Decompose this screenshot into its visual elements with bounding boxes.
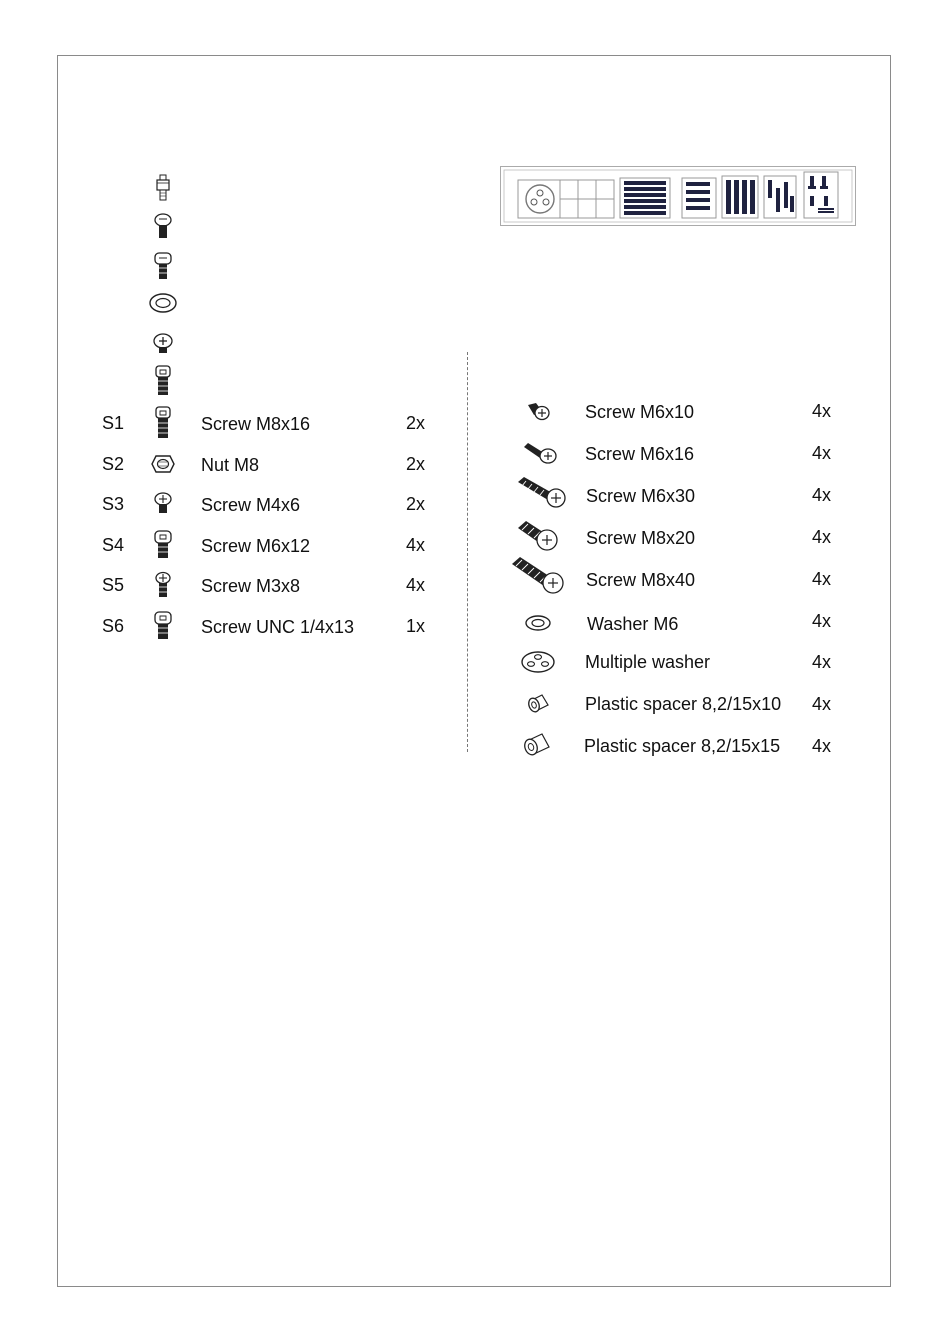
part-quantity: 4x — [812, 569, 832, 589]
multiple-washer-icon — [520, 650, 556, 674]
part-quantity: 2x — [406, 494, 426, 514]
pan-screw-icon — [152, 212, 174, 240]
part-code: S5 — [102, 575, 125, 595]
part-name: Washer M6 — [587, 614, 679, 634]
part-code: S1 — [102, 413, 125, 433]
part-quantity: 4x — [812, 527, 832, 547]
phillips-screw-icon — [516, 520, 560, 552]
phillips-screw-icon — [526, 401, 552, 423]
part-name: Screw M8x16 — [201, 414, 311, 434]
part-quantity: 4x — [406, 535, 426, 555]
part-name: Plastic spacer 8,2/15x10 — [585, 694, 782, 714]
part-quantity: 4x — [812, 736, 832, 756]
phillips-screw-icon — [522, 441, 558, 467]
pan-screw-icon — [152, 491, 174, 515]
part-name: Screw M6x30 — [586, 486, 696, 506]
part-quantity: 4x — [812, 611, 832, 631]
part-quantity: 2x — [406, 454, 426, 474]
page-frame — [57, 55, 891, 1287]
pan-screw-icon — [152, 251, 174, 281]
pan-screw-icon — [152, 571, 174, 599]
washer-icon — [148, 292, 178, 314]
part-name: Multiple washer — [585, 652, 711, 672]
part-name: Screw M4x6 — [201, 495, 301, 515]
part-quantity: 4x — [812, 652, 832, 672]
socket-screw-icon — [152, 611, 174, 641]
phillips-screw-icon — [510, 556, 566, 596]
part-name: Screw M6x12 — [201, 536, 311, 556]
part-quantity: 4x — [812, 694, 832, 714]
phillips-screw-icon — [151, 331, 175, 355]
part-code: S4 — [102, 535, 125, 555]
part-quantity: 1x — [406, 616, 426, 636]
socket-screw-icon — [153, 365, 173, 397]
part-name: Screw M8x40 — [586, 570, 696, 590]
standoff-icon — [154, 174, 172, 204]
part-code: S2 — [102, 454, 125, 474]
column-divider — [467, 352, 468, 752]
spacer-icon — [526, 692, 552, 716]
washer-icon — [524, 614, 552, 632]
part-code: S3 — [102, 494, 125, 514]
part-name: Plastic spacer 8,2/15x15 — [584, 736, 781, 756]
hardware-organizer-box-icon — [500, 166, 856, 226]
phillips-screw-icon — [516, 476, 568, 510]
part-name: Screw M6x10 — [585, 402, 695, 422]
part-name: Screw M3x8 — [201, 576, 301, 596]
part-quantity: 4x — [812, 443, 832, 463]
nut-icon — [151, 453, 175, 475]
part-name: Screw UNC 1/4x13 — [201, 617, 355, 637]
part-name: Nut M8 — [201, 455, 260, 475]
part-quantity: 2x — [406, 413, 426, 433]
part-name: Screw M6x16 — [585, 444, 695, 464]
part-name: Screw M8x20 — [586, 528, 696, 548]
socket-screw-icon — [152, 406, 174, 440]
part-code: S6 — [102, 616, 125, 636]
part-quantity: 4x — [406, 575, 426, 595]
part-quantity: 4x — [812, 485, 832, 505]
spacer-icon — [522, 731, 554, 759]
part-quantity: 4x — [812, 401, 832, 421]
socket-screw-icon — [152, 530, 174, 560]
